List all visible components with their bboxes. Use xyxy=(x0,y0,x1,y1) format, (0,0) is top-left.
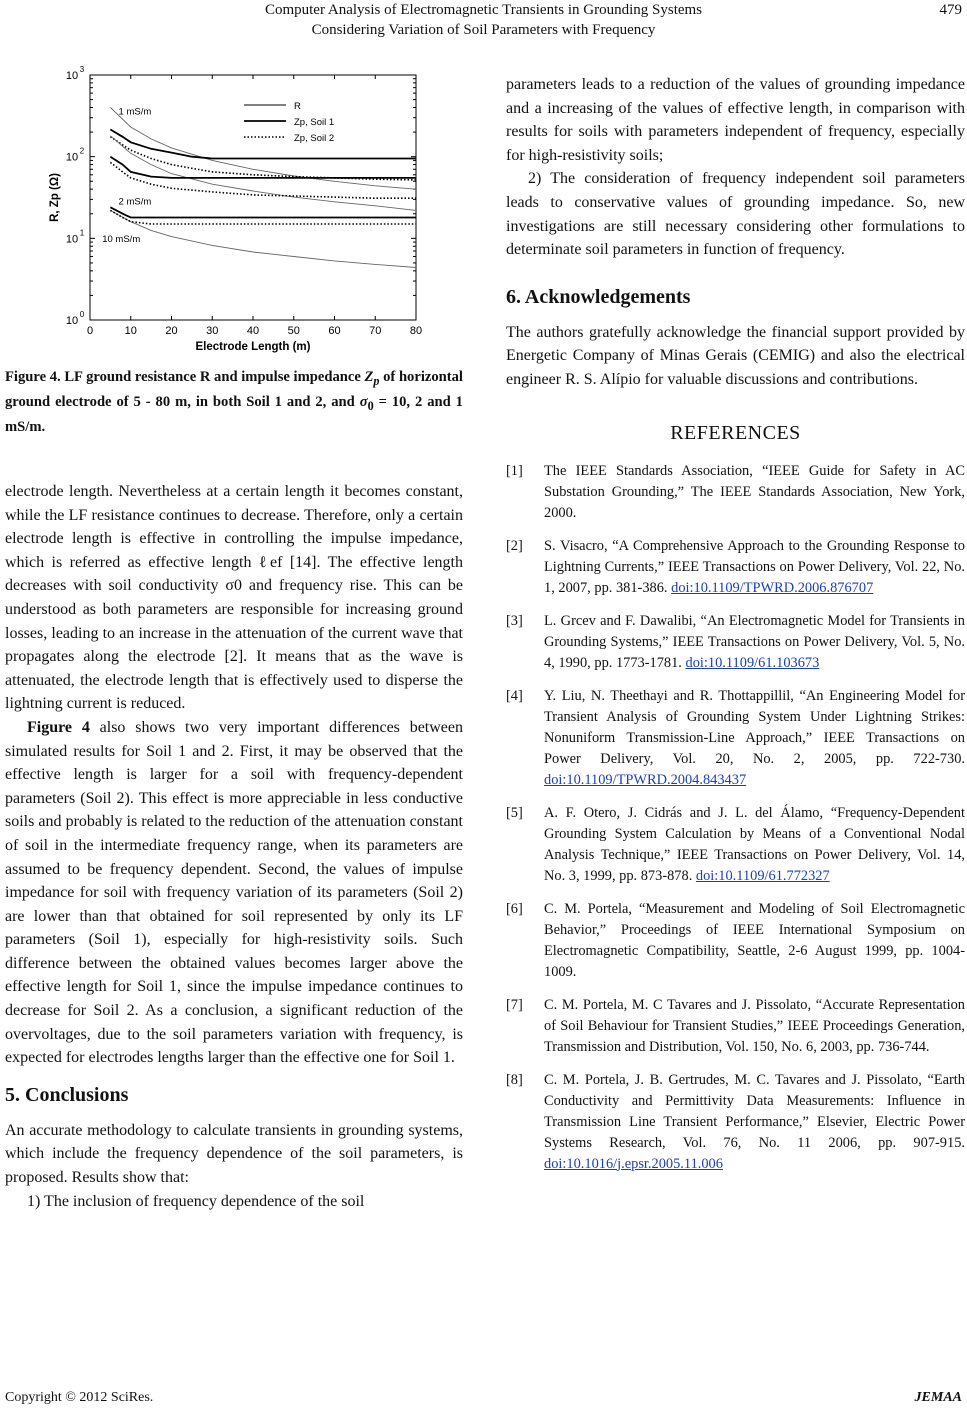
x-tick-label: 60 xyxy=(328,325,341,337)
reference-item xyxy=(506,536,965,599)
running-header xyxy=(0,0,967,40)
references-list xyxy=(506,461,965,1175)
page-number: 479 xyxy=(939,2,962,18)
series-line xyxy=(110,130,416,159)
caption-zp-sub: p xyxy=(373,373,380,388)
paragraph-effective-length: electrode length. Nevertheless at a certain length it becomes constant, while the LF resistance continues to decrease. Therefore, only a certain electrode length is effective in controlling the impulse impedance, which is referred as effective length ℓef [14]. The effective length decreases with soil conductivity σ0 and frequency rise. This can be understood as both parameters are responsible for increasing ground losses, leading to an increase in the attenuation of the current wave that propagates along the electrode [2]. It means that as the wave is attenuated, the electrode length that is effectively used to disperse the lightning current is reduced. xyxy=(5,483,463,713)
reference-text: Y. Liu, N. Theethayi and R. Thottappillil, “An Engineering Model for Transient Analysis of Grounding System Under Lightning Strikes: Nonuniform Transmission-Line Approach,” IEEE Transactions on Power Delivery, Vol. 20, No. 2, 2005, pp. 722-730. doi:10.1109/TPWRD.2004.843437 xyxy=(544,687,965,788)
y-tick-exponent: 3 xyxy=(79,65,85,74)
reference-item xyxy=(506,995,965,1058)
y-tick-exponent: 1 xyxy=(79,228,85,238)
reference-text: A. F. Otero, J. Cidrás and J. L. del Álamo, “Frequency-Dependent Grounding System Calculation by Means of a Conventional Nodal Analysis Technique,” IEEE Transactions on Power Delivery, Vol. 14, No. 3, 1999, pp. 873-878. doi:10.1109/61.772327 xyxy=(544,804,965,884)
reference-text: C. M. Portela, J. B. Gertrudes, M. C. Tavares and J. Pissolato, “Earth Conductivity and Permittivity Data Measurements: Influence in Transmission Line Transient Performance,” Elsevier, Electric Power Systems Research, Vol. 76, No. 11 2006, pp. 907-915. doi:10.1016/j.epsr.2005.11.006 xyxy=(544,1071,965,1172)
reference-number: [6] xyxy=(506,900,523,917)
y-tick-label: 10 xyxy=(65,151,79,164)
caption-end: = 10, 2 and 1 mS/m. xyxy=(5,393,463,435)
reference-item xyxy=(506,611,965,674)
caption-sigma-sub: 0 xyxy=(367,398,374,413)
y-tick-exponent: 0 xyxy=(79,310,85,319)
reference-number: [2] xyxy=(506,537,523,554)
left-column xyxy=(5,480,463,1213)
caption-zp: Z xyxy=(364,369,374,385)
y-tick-label: 10 xyxy=(65,315,79,327)
x-axis-label: Electrode Length (m) xyxy=(195,341,311,353)
paragraph-conclusion-1-cont: parameters leads to a reduction of the values of grounding impedance and a increasing of the values of effective length, in comparison with results for soils with parameters independent of frequency, especially for high-resistivity soils; xyxy=(506,76,965,164)
legend-label: Zp, Soil 2 xyxy=(294,133,335,144)
reference-item xyxy=(506,899,965,983)
reference-number: [1] xyxy=(506,462,523,479)
right-column xyxy=(506,73,965,1187)
y-axis-label: R, Zp (Ω) xyxy=(49,173,61,222)
copyright: Copyright © 2012 SciRes. xyxy=(5,1390,154,1405)
caption-prefix: Figure 4. LF ground resistance R and impulse impedance xyxy=(5,369,365,385)
reference-number: [5] xyxy=(506,804,523,821)
reference-text: C. M. Portela, M. C Tavares and J. Pissolato, “Accurate Representation of Soil Behaviour for Transient Studies,” IEEE Proceedings Generation, Transmission and Distribution, Vol. 150, No. 6, 2003, pp. 736-744. xyxy=(544,996,965,1055)
reference-doi-link[interactable]: doi:10.1016/j.epsr.2005.11.006 xyxy=(544,1155,723,1172)
caption-mid: of horizontal ground electrode of 5 - 80 m, in both Soil 1 and 2, and xyxy=(5,369,463,410)
paragraph-conclusion-2: 2) The consideration of frequency independent soil parameters leads to conservative values of grounding impedance. So, new investigations are still necessary considering other formulations to determinate soil parameters in function of frequency. xyxy=(506,170,965,259)
reference-text: C. M. Portela, “Measurement and Modeling of Soil Electromagnetic Behavior,” Proceedings of IEEE International Symposium on Electromagnetic Compatibility, Seattle, 2-6 August 1999, pp. 1004-1009. xyxy=(544,900,965,980)
reference-doi-link[interactable]: doi:10.1109/61.103673 xyxy=(685,654,820,671)
legend-label: Zp, Soil 1 xyxy=(294,117,335,128)
chart-svg xyxy=(20,60,460,365)
series-line xyxy=(110,136,416,211)
reference-item xyxy=(506,1070,965,1175)
reference-number: [3] xyxy=(506,612,523,629)
x-tick-label: 70 xyxy=(369,325,382,337)
reference-text: L. Grcev and F. Dawalibi, “An Electromagnetic Model for Transients in Grounding Systems,” IEEE Transactions on Power Delivery, Vol. 5, No. 4, 1990, pp. 1773-1781. doi:10.1109/61.103673 xyxy=(544,612,965,671)
header-title-line2: Considering Variation of Soil Parameters with Frequency xyxy=(311,22,656,38)
reference-text: S. Visacro, “A Comprehensive Approach to the Grounding Response to Lightning Currents,” IEEE Transactions on Power Delivery, Vol. 22, No. 1, 2007, pp. 381-386. doi:10.1109/TPWRD.2006.876707 xyxy=(544,537,965,596)
figure-4 xyxy=(20,60,460,365)
series-line xyxy=(110,210,416,267)
reference-item xyxy=(506,461,965,524)
reference-number: [8] xyxy=(506,1071,523,1088)
x-tick-label: 50 xyxy=(287,325,300,337)
y-tick-exponent: 2 xyxy=(79,146,85,156)
x-tick-label: 0 xyxy=(86,325,94,337)
reference-item xyxy=(506,686,965,791)
acknowledgements-heading: 6. Acknowledgements xyxy=(506,285,691,308)
figure-caption xyxy=(5,367,463,438)
reference-doi-link[interactable]: doi:10.1109/TPWRD.2006.876707 xyxy=(671,579,874,596)
paragraph-acknowledgements: The authors gratefully acknowledge the financial support provided by Energetic Company of Minas Gerais (CEMIG) and also the electrical engineer R. S. Alípio for valuable discussions and contributions. xyxy=(506,323,965,388)
caption-sigma: σ xyxy=(359,393,368,410)
reference-number: [7] xyxy=(506,996,523,1013)
header-title-line1: Computer Analysis of Electromagnetic Transients in Grounding Systems xyxy=(264,2,703,18)
paragraph-conclusions-intro: An accurate methodology to calculate transients in grounding systems, which include the frequency dependence of the soil parameters, is proposed. Results show that: xyxy=(5,1121,463,1187)
x-tick-label: 20 xyxy=(165,325,178,337)
reference-doi-link[interactable]: doi:10.1109/61.772327 xyxy=(695,867,830,884)
conclusions-heading: 5. Conclusions xyxy=(5,1083,129,1106)
legend-label: R xyxy=(294,101,301,112)
series-line xyxy=(110,207,416,217)
curve-annotation: 1 mS/m xyxy=(118,106,152,118)
x-tick-label: 30 xyxy=(206,325,219,337)
curve-annotation: 10 mS/m xyxy=(102,234,141,246)
reference-doi-link[interactable]: doi:10.1109/TPWRD.2004.843437 xyxy=(544,771,747,788)
x-tick-label: 40 xyxy=(246,325,260,337)
reference-number: [4] xyxy=(506,687,523,704)
x-tick-label: 80 xyxy=(409,325,423,337)
y-tick-label: 10 xyxy=(65,233,79,246)
figure-4-reference: Figure 4 xyxy=(27,718,90,736)
journal-name: JEMAA xyxy=(914,1390,962,1405)
page-footer xyxy=(5,1390,962,1406)
references-heading: REFERENCES xyxy=(670,421,801,444)
curve-annotation: 2 mS/m xyxy=(118,196,152,208)
x-tick-label: 10 xyxy=(124,325,137,337)
paragraph-figure4-differences xyxy=(5,716,463,1070)
paragraph-conclusion-1: 1) The inclusion of frequency dependence of the soil xyxy=(27,1192,365,1210)
reference-item xyxy=(506,803,965,887)
paragraph-figure4-text: also shows two very important differences between simulated results for Soil 1 and 2. First, it may be observed that the effective length is larger for a soil with frequency-dependent parameters (Soil 2). This effect is more appreciable in less conductive soils and probably is related to the reduction of the attenuation constant of soil in the intermediate frequency range, when its parameters are assumed to be frequency dependent. Second, the values of impulse impedance for soil with frequency variation of its parameters (Soil 2) are lower than that obtained for soil represented by only its LF parameters (Soil 1), especially for high-resistivity soils. Such difference between the obtained values becomes larger above the effective length for Soil 1, since the impulse impedance continues to decrease for Soil 2. As a conclusion, a significant reduction of the overvoltages, due to the soil parameters variation with frequency, is expected for electrodes lengths larger than the effective one for Soil 1. xyxy=(5,718,464,1067)
reference-text: The IEEE Standards Association, “IEEE Guide for Safety in AC Substation Grounding,” The IEEE Standards Association, New York, 2000. xyxy=(544,462,965,521)
y-tick-label: 10 xyxy=(65,70,79,82)
